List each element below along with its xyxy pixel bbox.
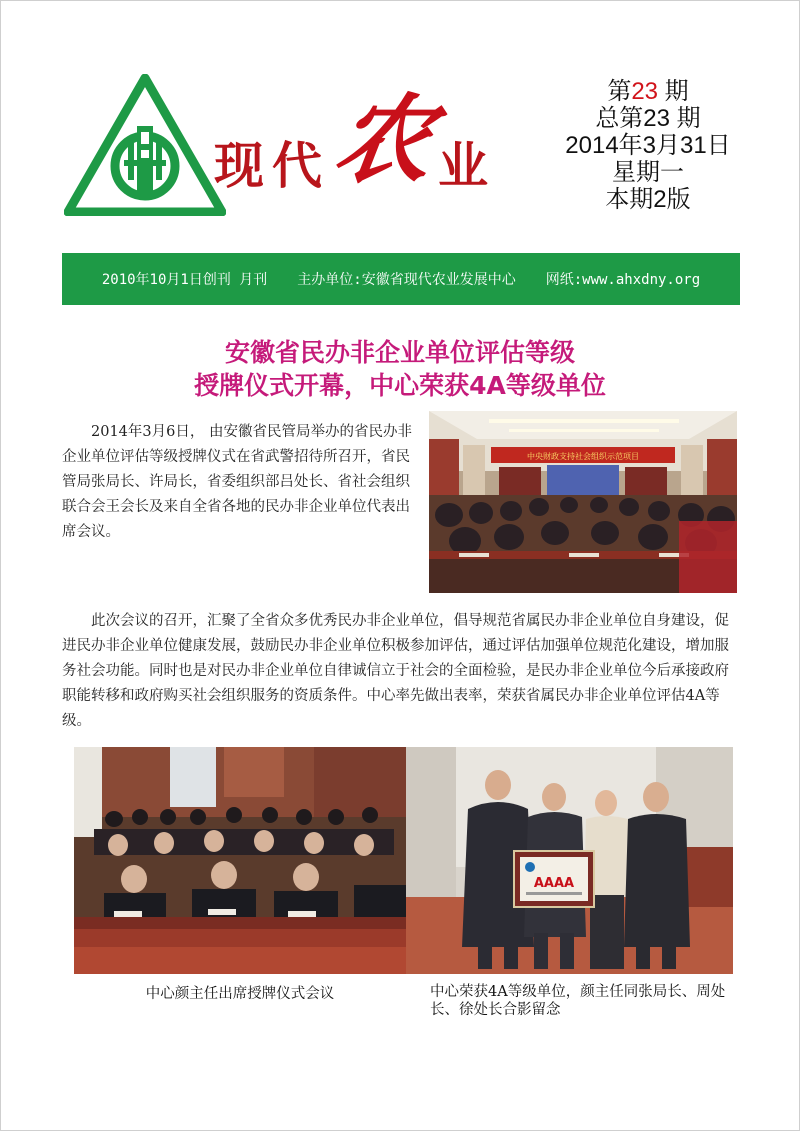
article-paragraph-2: 此次会议的召开，汇聚了全省众多优秀民办非企业单位，倡导规范省属民办非企业单位自身建设，促进民办非企业单位健康发展，鼓励民办非企业单位积极参加评估，通过评估加强单位规范化建设，增加服务社会功能。同时也是对民办非企业单位自律诚信立于社会的全面检验，是民办非企业单位今后承接政府职能转移和政府购买社会组织服务的资质条件。中心率先做出表率，荣获省属民办非企业单位评估4A等级。 [62,613,729,729]
headline-line-2: 授牌仪式开幕，中心荣获4A等级单位 [194,371,606,400]
title-char-2: 代 [272,137,322,195]
issue-edition: 本期2版 [605,186,691,213]
issue-number-line [548,78,748,105]
issue-prefix: 第 [607,78,632,105]
title-char-4: 业 [438,137,488,195]
article-headline [90,336,710,402]
issue-info [548,78,748,213]
photo-caption-1: 中心颜主任出席授牌仪式会议 [145,986,335,1002]
info-banner [62,253,740,305]
sponsor-text: 主办单位:安徽省现代农业发展中心 [297,272,516,288]
article-paragraph-1: 2014年3月6日， 由安徽省民管局举办的省民办非企业单位评估等级授牌仪式在省武警招待所召开，省民管局张局长、许局长，省委组织部吕处长、省社会组织联合会王会长及来自全省各地的民办非企业单位代表出席会议。 [62,424,412,540]
title-char-3: 农 [328,83,441,196]
total-issue: 总第23 期 [595,105,701,132]
founded-text: 2010年10月1日创刊 月刊 [101,272,268,288]
issue-weekday: 星期一 [612,159,684,186]
hall-banner-text: 中央财政支持社会组织示范项目 [527,452,639,461]
headline-line-1: 安徽省民办非企业单位评估等级 [224,338,575,367]
title-char-1: 现 [214,137,264,195]
issue-date: 2014年3月31日 [565,132,731,159]
logo-icon [64,74,226,216]
plaque-text: AAAA [533,876,575,891]
issue-number: 23 [631,78,659,105]
photo-caption-2: 中心荣获4A等级单位，颜主任同张局长、周处长、徐处长合影留念 [430,984,726,1018]
audience-photo [74,747,406,974]
issue-suffix: 期 [658,78,689,105]
conference-hall-photo [429,411,737,593]
award-group-photo [406,747,733,974]
website-text: 网纸:www.ahxdny.org [545,272,701,288]
